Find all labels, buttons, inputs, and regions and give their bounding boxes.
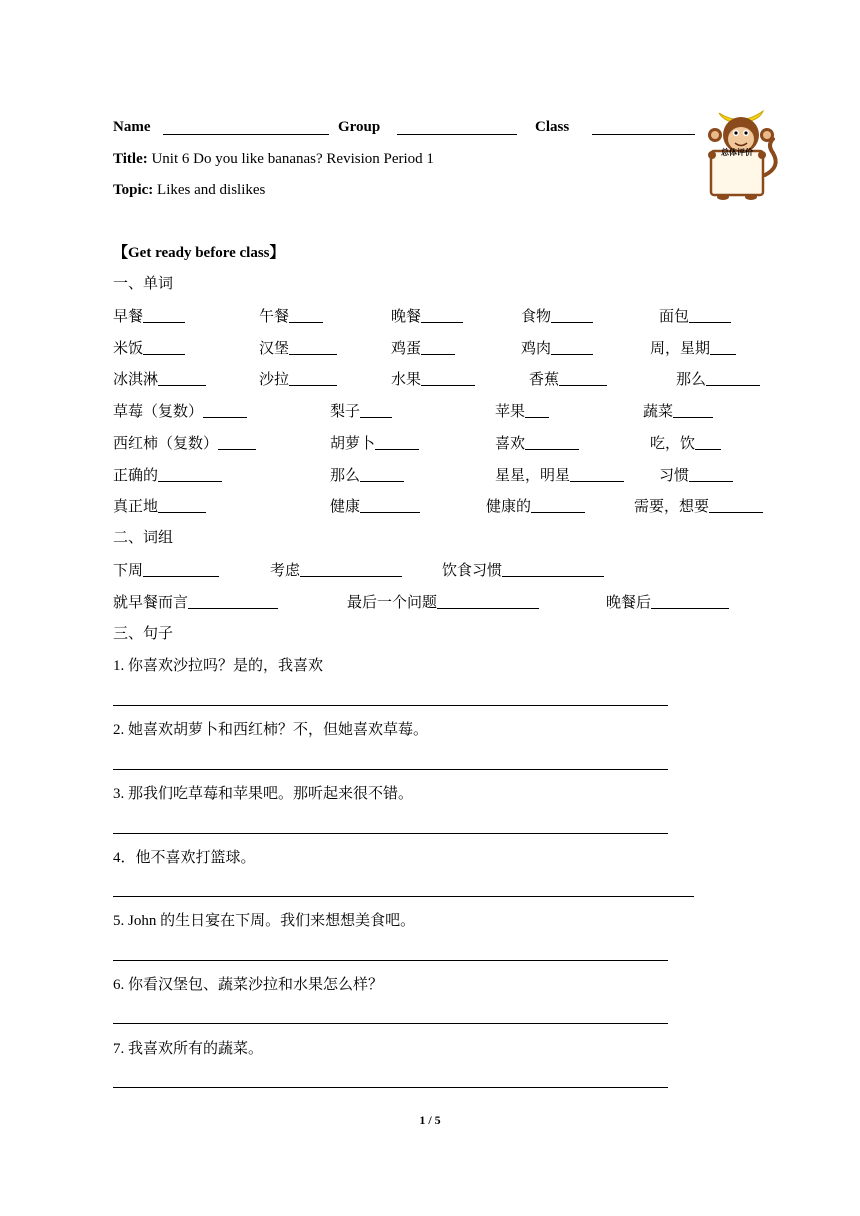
answer-blank[interactable] bbox=[710, 340, 736, 355]
name-label: Name bbox=[113, 119, 151, 135]
answer-blank[interactable] bbox=[421, 371, 475, 386]
vocab-item bbox=[330, 466, 404, 486]
vocab-prompt: 吃，饮 bbox=[650, 436, 696, 452]
answer-blank[interactable] bbox=[531, 498, 585, 513]
vocab-prompt: 食物 bbox=[521, 309, 552, 325]
vocab-prompt: 水果 bbox=[391, 372, 422, 388]
class-field[interactable] bbox=[592, 134, 695, 135]
vocab-item bbox=[391, 339, 455, 359]
vocab-item bbox=[495, 466, 624, 486]
vocab-prompt: 鸡肉 bbox=[521, 341, 552, 357]
vocab-prompt: 考虑 bbox=[270, 563, 301, 579]
vocab-item bbox=[495, 402, 549, 422]
answer-blank[interactable] bbox=[289, 371, 337, 386]
name-field[interactable] bbox=[163, 134, 329, 135]
vocab-prompt: 那么 bbox=[330, 468, 361, 484]
vocab-item bbox=[113, 339, 185, 359]
vocab-prompt: 梨子 bbox=[330, 404, 361, 420]
answer-blank[interactable] bbox=[695, 435, 721, 450]
topic-label: Topic: bbox=[113, 182, 154, 198]
monkey-evaluation-badge bbox=[703, 105, 781, 200]
vocab-prompt: 需要，想要 bbox=[634, 499, 710, 515]
vocab-item bbox=[113, 593, 278, 613]
answer-blank[interactable] bbox=[289, 340, 337, 355]
vocab-item bbox=[659, 307, 731, 327]
answer-blank[interactable] bbox=[421, 340, 455, 355]
vocab-item bbox=[391, 307, 463, 327]
vocab-prompt: 米饭 bbox=[113, 341, 144, 357]
answer-blank[interactable] bbox=[203, 403, 247, 418]
section-ready-heading: 【Get ready before class】 bbox=[113, 245, 285, 261]
answer-blank[interactable] bbox=[502, 562, 604, 577]
answer-blank[interactable] bbox=[218, 435, 256, 450]
vocab-item bbox=[650, 434, 721, 454]
answer-line[interactable] bbox=[113, 705, 668, 706]
vocab-item bbox=[270, 561, 402, 581]
vocab-item bbox=[330, 434, 419, 454]
sentence-prompt: 5. John 的生日宴在下周。我们来想想美食吧。 bbox=[113, 913, 416, 929]
vocab-item bbox=[347, 593, 539, 613]
sentence-prompt: 4．他不喜欢打篮球。 bbox=[113, 850, 256, 866]
answer-blank[interactable] bbox=[360, 403, 392, 418]
answer-blank[interactable] bbox=[709, 498, 763, 513]
vocab-prompt: 正确的 bbox=[113, 468, 159, 484]
vocab-item bbox=[650, 339, 736, 359]
answer-blank[interactable] bbox=[673, 403, 713, 418]
vocab-item bbox=[521, 339, 593, 359]
vocab-prompt: 饮食习惯 bbox=[442, 563, 503, 579]
vocab-prompt: 汉堡 bbox=[259, 341, 290, 357]
answer-blank[interactable] bbox=[143, 308, 185, 323]
vocab-prompt: 香蕉 bbox=[529, 372, 560, 388]
vocab-item bbox=[113, 561, 219, 581]
sentence-prompt: 2. 她喜欢胡萝卜和西红柿？不，但她喜欢草莓。 bbox=[113, 722, 429, 738]
vocab-item bbox=[259, 370, 337, 390]
vocab-item bbox=[330, 402, 392, 422]
title-line bbox=[113, 149, 434, 169]
vocab-item bbox=[113, 370, 206, 390]
vocab-prompt: 周，星期 bbox=[650, 341, 711, 357]
topic-value: Likes and dislikes bbox=[157, 182, 266, 198]
answer-line[interactable] bbox=[113, 1087, 668, 1088]
answer-blank[interactable] bbox=[289, 308, 323, 323]
answer-blank[interactable] bbox=[421, 308, 463, 323]
page-number: 1 / 5 bbox=[419, 1113, 441, 1127]
answer-blank[interactable] bbox=[360, 498, 420, 513]
answer-line[interactable] bbox=[113, 896, 694, 897]
vocab-prompt: 下周 bbox=[113, 563, 144, 579]
answer-blank[interactable] bbox=[651, 594, 729, 609]
vocab-item bbox=[676, 370, 760, 390]
title-value: Unit 6 Do you like bananas? Revision Period 1 bbox=[151, 151, 434, 167]
answer-blank[interactable] bbox=[300, 562, 402, 577]
answer-blank[interactable] bbox=[143, 562, 219, 577]
vocab-prompt: 晚餐后 bbox=[606, 595, 652, 611]
answer-line[interactable] bbox=[113, 769, 668, 770]
vocab-prompt: 真正地 bbox=[113, 499, 159, 515]
answer-blank[interactable] bbox=[360, 467, 404, 482]
sentence-prompt: 6. 你看汉堡包、蔬菜沙拉和水果怎么样？ bbox=[113, 977, 384, 993]
vocab-prompt: 习惯 bbox=[659, 468, 690, 484]
vocab-item bbox=[442, 561, 604, 581]
vocab-prompt: 就早餐而言 bbox=[113, 595, 189, 611]
answer-blank[interactable] bbox=[158, 467, 222, 482]
answer-blank[interactable] bbox=[551, 308, 593, 323]
vocab-prompt: 蔬菜 bbox=[643, 404, 674, 420]
sentence-prompt: 3. 那我们吃草莓和苹果吧。那听起来很不错。 bbox=[113, 786, 414, 802]
answer-blank[interactable] bbox=[525, 403, 549, 418]
vocab-prompt: 鸡蛋 bbox=[391, 341, 422, 357]
answer-blank[interactable] bbox=[158, 371, 206, 386]
phrases-heading: 二、词组 bbox=[113, 530, 174, 546]
vocab-prompt: 那么 bbox=[676, 372, 707, 388]
vocab-item bbox=[495, 434, 579, 454]
vocab-prompt: 草莓（复数） bbox=[113, 404, 204, 420]
vocab-prompt: 喜欢 bbox=[495, 436, 526, 452]
vocab-prompt: 最后一个问题 bbox=[347, 595, 438, 611]
vocab-item bbox=[529, 370, 607, 390]
answer-blank[interactable] bbox=[559, 371, 607, 386]
vocab-item bbox=[113, 466, 222, 486]
class-label: Class bbox=[535, 119, 570, 135]
answer-blank[interactable] bbox=[706, 371, 760, 386]
vocab-item bbox=[113, 402, 247, 422]
answer-blank[interactable] bbox=[689, 308, 731, 323]
answer-blank[interactable] bbox=[437, 594, 539, 609]
vocab-prompt: 沙拉 bbox=[259, 372, 290, 388]
answer-blank[interactable] bbox=[158, 498, 206, 513]
badge-text: 总体评价 bbox=[721, 148, 753, 157]
vocab-item bbox=[486, 497, 585, 517]
answer-blank[interactable] bbox=[525, 435, 579, 450]
vocab-prompt: 苹果 bbox=[495, 404, 526, 420]
vocab-item bbox=[259, 339, 337, 359]
answer-blank[interactable] bbox=[375, 435, 419, 450]
vocab-item bbox=[113, 307, 185, 327]
vocab-prompt: 午餐 bbox=[259, 309, 290, 325]
answer-blank[interactable] bbox=[188, 594, 278, 609]
title-label: Title: bbox=[113, 151, 148, 167]
vocab-item bbox=[259, 307, 323, 327]
answer-blank[interactable] bbox=[143, 340, 185, 355]
vocab-prompt: 健康的 bbox=[486, 499, 532, 515]
vocab-item bbox=[521, 307, 593, 327]
answer-blank[interactable] bbox=[570, 467, 624, 482]
vocab-item bbox=[634, 497, 763, 517]
vocab-prompt: 星星，明星 bbox=[495, 468, 571, 484]
vocab-item bbox=[659, 466, 733, 486]
topic-line bbox=[113, 180, 265, 200]
vocab-prompt: 早餐 bbox=[113, 309, 144, 325]
words-heading: 一、单词 bbox=[113, 276, 174, 292]
answer-line[interactable] bbox=[113, 960, 668, 961]
sentence-prompt: 1. 你喜欢沙拉吗？是的，我喜欢 bbox=[113, 658, 324, 674]
answer-blank[interactable] bbox=[551, 340, 593, 355]
group-field[interactable] bbox=[397, 134, 517, 135]
vocab-item bbox=[391, 370, 475, 390]
vocab-prompt: 健康 bbox=[330, 499, 361, 515]
vocab-prompt: 西红柿（复数） bbox=[113, 436, 219, 452]
vocab-prompt: 冰淇淋 bbox=[113, 372, 159, 388]
vocab-item bbox=[606, 593, 729, 613]
sentence-prompt: 7. 我喜欢所有的蔬菜。 bbox=[113, 1041, 264, 1057]
sentences-heading: 三、句子 bbox=[113, 626, 174, 642]
vocab-item bbox=[643, 402, 713, 422]
answer-blank[interactable] bbox=[689, 467, 733, 482]
vocab-item bbox=[113, 434, 256, 454]
answer-line[interactable] bbox=[113, 833, 668, 834]
vocab-item bbox=[330, 497, 420, 517]
vocab-prompt: 面包 bbox=[659, 309, 690, 325]
group-label: Group bbox=[338, 119, 381, 135]
vocab-prompt: 晚餐 bbox=[391, 309, 422, 325]
vocab-item bbox=[113, 497, 206, 517]
answer-line[interactable] bbox=[113, 1023, 668, 1024]
vocab-prompt: 胡萝卜 bbox=[330, 436, 376, 452]
